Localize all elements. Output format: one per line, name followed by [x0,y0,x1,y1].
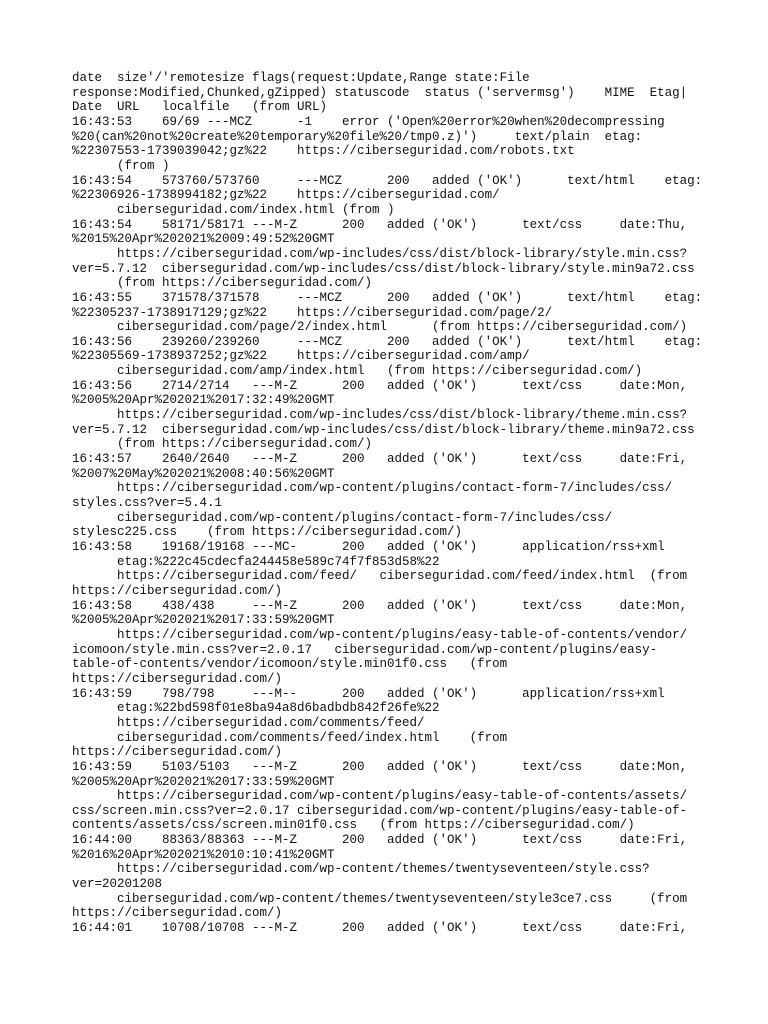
log-line: https://ciberseguridad.com/feed/ ciberseguridad.com/feed/index.html (from [72,569,688,584]
log-line: css/screen.min.css?ver=2.0.17 ciberseguridad.com/wp-content/plugins/easy-table-of- [72,803,688,818]
log-line: styles.css?ver=5.4.1 [72,496,223,511]
log-line: (from https://ciberseguridad.com/) [72,437,373,452]
log-line: https://ciberseguridad.com/wp-content/plugins/contact-form-7/includes/css/ [72,481,673,496]
log-line: (from https://ciberseguridad.com/) [72,276,373,291]
log-line: Date URL localfile (from URL) [72,100,328,115]
log-line: %2005%20Apr%202021%2017:33:59%20GMT [72,774,335,789]
log-line: 16:43:53 69/69 ---MCZ -1 error ('Open%20error%20when%20decompressing [72,114,665,129]
log-line: https://ciberseguridad.com/) [72,583,283,598]
log-line: %2005%20Apr%202021%2017:32:49%20GMT [72,393,335,408]
log-line: etag:%22bd598f01e8ba94a8d6badbdb842f26fe%22 [72,701,440,716]
log-line: https://ciberseguridad.com/comments/feed/ [72,715,425,730]
log-line: 16:43:56 2714/2714 ---M-Z 200 added ('OK') text/css date:Mon, [72,378,688,393]
log-line: 16:43:56 239260/239260 ---MCZ 200 added ('OK') text/html etag: [72,334,703,349]
log-line: ver=5.7.12 ciberseguridad.com/wp-includes/css/dist/block-library/style.min9a72.css [72,261,695,276]
log-line: 16:43:57 2640/2640 ---M-Z 200 added ('OK') text/css date:Fri, [72,452,688,467]
log-line: 16:43:59 798/798 ---M-- 200 added ('OK') application/rss+xml [72,686,665,701]
log-line: ciberseguridad.com/comments/feed/index.html (from [72,730,508,745]
log-line: icomoon/style.min.css?ver=2.0.17 ciberseguridad.com/wp-content/plugins/easy- [72,642,658,657]
log-line: stylesc225.css (from https://ciberseguridad.com/) [72,525,463,540]
log-line: https://ciberseguridad.com/wp-content/plugins/easy-table-of-contents/assets/ [72,789,688,804]
log-line: %22306926-1738994182;gz%22 https://ciberseguridad.com/ [72,188,500,203]
log-line: https://ciberseguridad.com/wp-content/themes/twentyseventeen/style.css? [72,862,650,877]
log-line: %20(can%20not%20create%20temporary%20file%20/tmp0.z)') text/plain etag: [72,129,643,144]
log-line: date size'/'remotesize flags(request:Update,Range state:File [72,71,530,85]
log-line: ciberseguridad.com/wp-content/plugins/contact-form-7/includes/css/ [72,510,613,525]
log-line: table-of-contents/vendor/icomoon/style.min01f0.css (from [72,657,508,672]
log-line: 16:43:54 58171/58171 ---M-Z 200 added ('OK') text/css date:Thu, [72,217,688,232]
log-line: contents/assets/css/screen.min01f0.css (from https://ciberseguridad.com/) [72,818,635,833]
log-line: ciberseguridad.com/page/2/index.html (from https://ciberseguridad.com/) [72,320,688,335]
log-line: (from ) [72,158,170,173]
log-line: 16:44:01 10708/10708 ---M-Z 200 added ('OK') text/css date:Fri, [72,921,688,936]
log-line: response:Modified,Chunked,gZipped) statuscode status ('servermsg') MIME Etag| [72,85,688,100]
log-line: 16:43:55 371578/371578 ---MCZ 200 added ('OK') text/html etag: [72,290,703,305]
log-line: %22305569-1738937252;gz%22 https://ciberseguridad.com/amp/ [72,349,530,364]
log-line: 16:43:54 573760/573760 ---MCZ 200 added ('OK') text/html etag: [72,173,703,188]
document-page [72,71,712,936]
log-line: %2007%20May%202021%2008:40:56%20GMT [72,466,335,481]
log-line: https://ciberseguridad.com/wp-includes/css/dist/block-library/style.min.css? [72,246,688,261]
log-line: %22307553-1739039042;gz%22 https://ciberseguridad.com/robots.txt [72,144,575,159]
log-line: https://ciberseguridad.com/) [72,671,283,686]
log-line: ciberseguridad.com/amp/index.html (from https://ciberseguridad.com/) [72,364,643,379]
log-line: https://ciberseguridad.com/wp-content/plugins/easy-table-of-contents/vendor/ [72,627,688,642]
log-line: ver=20201208 [72,877,163,892]
log-line: https://ciberseguridad.com/) [72,906,283,921]
log-line: ciberseguridad.com/index.html (from ) [72,202,395,217]
log-line: 16:43:58 19168/19168 ---MC- 200 added ('OK') application/rss+xml [72,540,665,554]
httrack-log-text [72,71,712,936]
log-line: 16:43:59 5103/5103 ---M-Z 200 added ('OK') text/css date:Mon, [72,759,688,774]
log-line: https://ciberseguridad.com/) [72,745,283,760]
log-line: ciberseguridad.com/wp-content/themes/twentyseventeen/style3ce7.css (from [72,891,688,906]
log-line: %22305237-1738917129;gz%22 https://ciberseguridad.com/page/2/ [72,305,553,320]
log-line: https://ciberseguridad.com/wp-includes/css/dist/block-library/theme.min.css? [72,408,688,423]
log-line: 16:43:58 438/438 ---M-Z 200 added ('OK') text/css date:Mon, [72,598,688,613]
log-line: %2005%20Apr%202021%2017:33:59%20GMT [72,613,335,628]
log-line: %2015%20Apr%202021%2009:49:52%20GMT [72,232,335,247]
log-line: ver=5.7.12 ciberseguridad.com/wp-includes/css/dist/block-library/theme.min9a72.css [72,422,695,437]
log-line: 16:44:00 88363/88363 ---M-Z 200 added ('OK') text/css date:Fri, [72,833,688,848]
log-line: %2016%20Apr%202021%2010:10:41%20GMT [72,847,335,862]
log-line: etag:%222c45cdecfa244458e589c74f7f853d58%22 [72,554,440,569]
